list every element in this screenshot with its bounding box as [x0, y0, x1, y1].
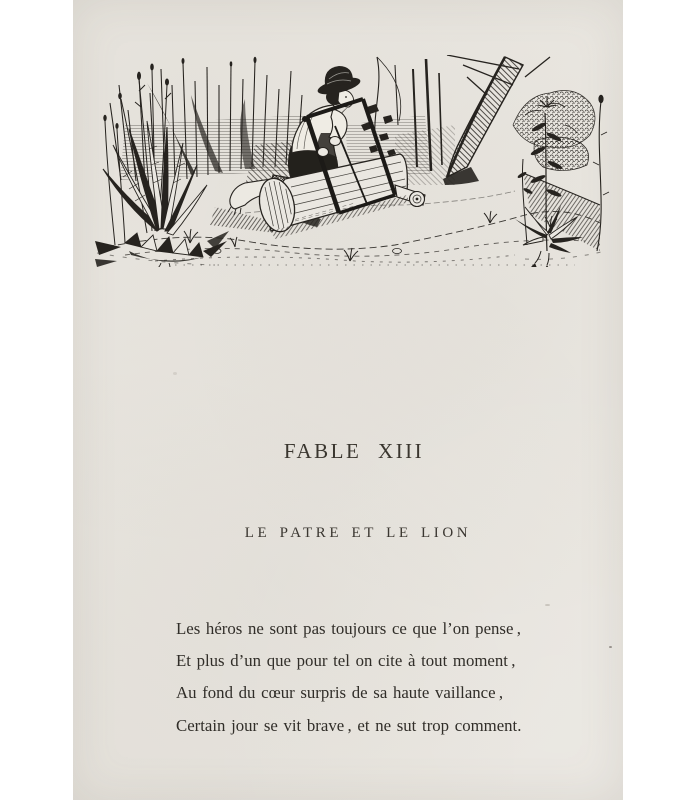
paper-speck: [609, 646, 612, 648]
poem-line: Et plus d’un que pour tel on cite à tout moment ,: [176, 651, 516, 671]
fable-title: LE PATRE ET LE LION: [244, 525, 472, 541]
poem-line: Les héros ne sont pas toujours ce que l’on pense ,: [176, 619, 521, 638]
poem-line: Certain jour se vit brave , et ne sut trop comment.: [176, 715, 522, 735]
fable-number-heading: FABLE XIII: [283, 439, 425, 463]
poem: [176, 613, 521, 742]
engraving-illustration: [95, 55, 610, 267]
paper-speck: [545, 604, 550, 606]
poem-line: Au fond du cœur surpris de sa haute vaillance ,: [176, 683, 504, 703]
paper-speck: [173, 372, 177, 375]
book-page: [73, 0, 623, 800]
